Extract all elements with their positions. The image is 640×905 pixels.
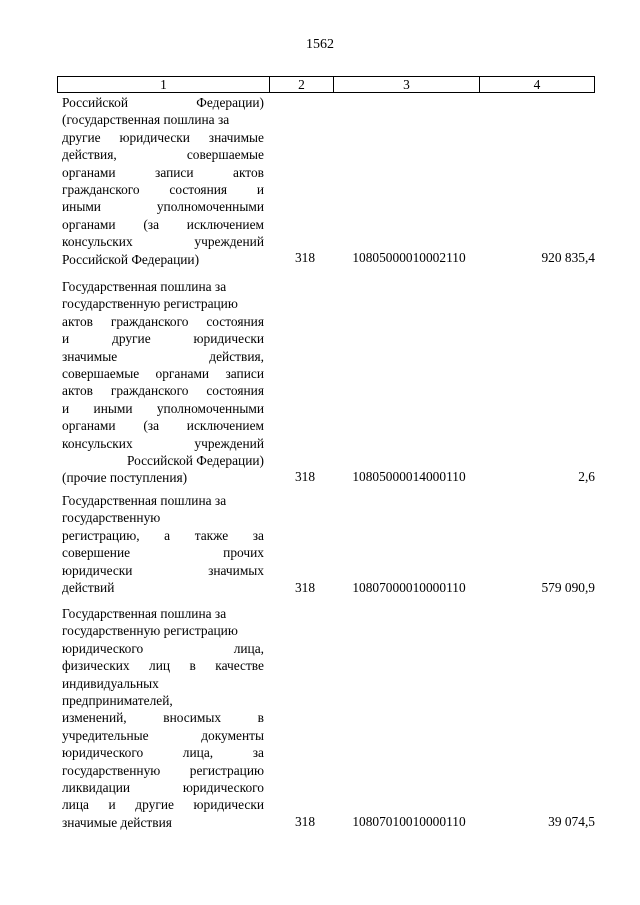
desc-line: физических лиц в качестве <box>62 658 264 674</box>
desc-line: (государственная пошлина за <box>62 112 230 128</box>
desc-line: совершаемые органами записи <box>62 366 264 382</box>
desc-line: значимые действия, <box>62 348 264 364</box>
desc-line: юридического лица, <box>62 640 264 656</box>
header-col-1: 1 <box>58 77 270 92</box>
row-amount: 39 074,5 <box>548 814 595 829</box>
row-kbk: 10805000014000110 <box>352 469 466 484</box>
desc-line: актов гражданского состояния <box>62 313 264 329</box>
desc-line: Российской Федерации) <box>62 251 200 267</box>
desc-line: и другие юридически <box>62 331 264 347</box>
row-kbk: 10807010010000110 <box>352 814 466 829</box>
desc-line: юридически значимых <box>62 562 264 578</box>
desc-line: действия, совершаемые <box>62 147 264 163</box>
desc-line: актов гражданского состояния <box>62 383 264 399</box>
desc-line: совершение прочих <box>62 545 264 561</box>
desc-line: и иными уполномоченными <box>62 400 264 416</box>
row-description <box>62 94 264 268</box>
row-code: 318 <box>294 469 316 484</box>
header-col-4: 4 <box>533 76 541 92</box>
row-amount: 2,6 <box>578 469 595 484</box>
desc-line: Российской Федерации) <box>62 95 264 110</box>
desc-line: государственную регистрацию <box>62 762 264 778</box>
desc-line: государственную <box>62 510 161 526</box>
desc-line: предпринимателей, <box>62 693 173 709</box>
header-col-3: 3 <box>334 77 480 92</box>
desc-line: Государственная пошлина за <box>62 606 227 621</box>
row-code: 318 <box>294 580 316 595</box>
desc-line: государственную регистрацию <box>62 296 238 312</box>
desc-line: юридического лица, за <box>62 745 264 761</box>
row-description <box>62 492 264 596</box>
desc-line: лица и другие юридически <box>62 797 264 813</box>
page-number: 1562 <box>306 37 334 52</box>
row-amount: 579 090,9 <box>541 580 595 595</box>
desc-line: органами записи актов <box>62 164 264 180</box>
desc-line: другие юридически значимые <box>62 129 264 145</box>
row-description <box>62 605 264 831</box>
desc-line: (прочие поступления) <box>62 470 188 486</box>
desc-line: Российской Федерации) <box>126 453 264 469</box>
header-col-2: 2 <box>270 77 334 92</box>
row-amount: 920 835,4 <box>541 250 595 265</box>
desc-line: гражданского состояния и <box>62 182 264 198</box>
desc-line: ликвидации юридического <box>62 780 264 796</box>
desc-line: органами (за исключением <box>62 216 264 232</box>
desc-line: консульских учреждений <box>62 234 264 250</box>
desc-line: значимые действия <box>62 814 172 830</box>
desc-line: Государственная пошлина за <box>62 279 227 294</box>
row-kbk: 10807000010000110 <box>352 580 466 595</box>
desc-line: органами (за исключением <box>62 418 264 434</box>
desc-line: учредительные документы <box>62 727 264 743</box>
desc-line: государственную регистрацию <box>62 623 238 639</box>
desc-line: Государственная пошлина за <box>62 493 227 508</box>
row-description <box>62 278 264 487</box>
desc-line: регистрацию, а также за <box>62 527 264 543</box>
desc-line: индивидуальных <box>62 675 159 691</box>
desc-line: изменений, вносимых в <box>62 710 264 726</box>
row-kbk: 10805000010002110 <box>352 250 466 265</box>
row-code: 318 <box>294 250 316 265</box>
desc-line: иными уполномоченными <box>62 199 264 215</box>
table-header <box>57 76 595 93</box>
desc-line: консульских учреждений <box>62 435 264 451</box>
desc-line: действий <box>62 580 115 596</box>
row-code: 318 <box>294 814 316 829</box>
